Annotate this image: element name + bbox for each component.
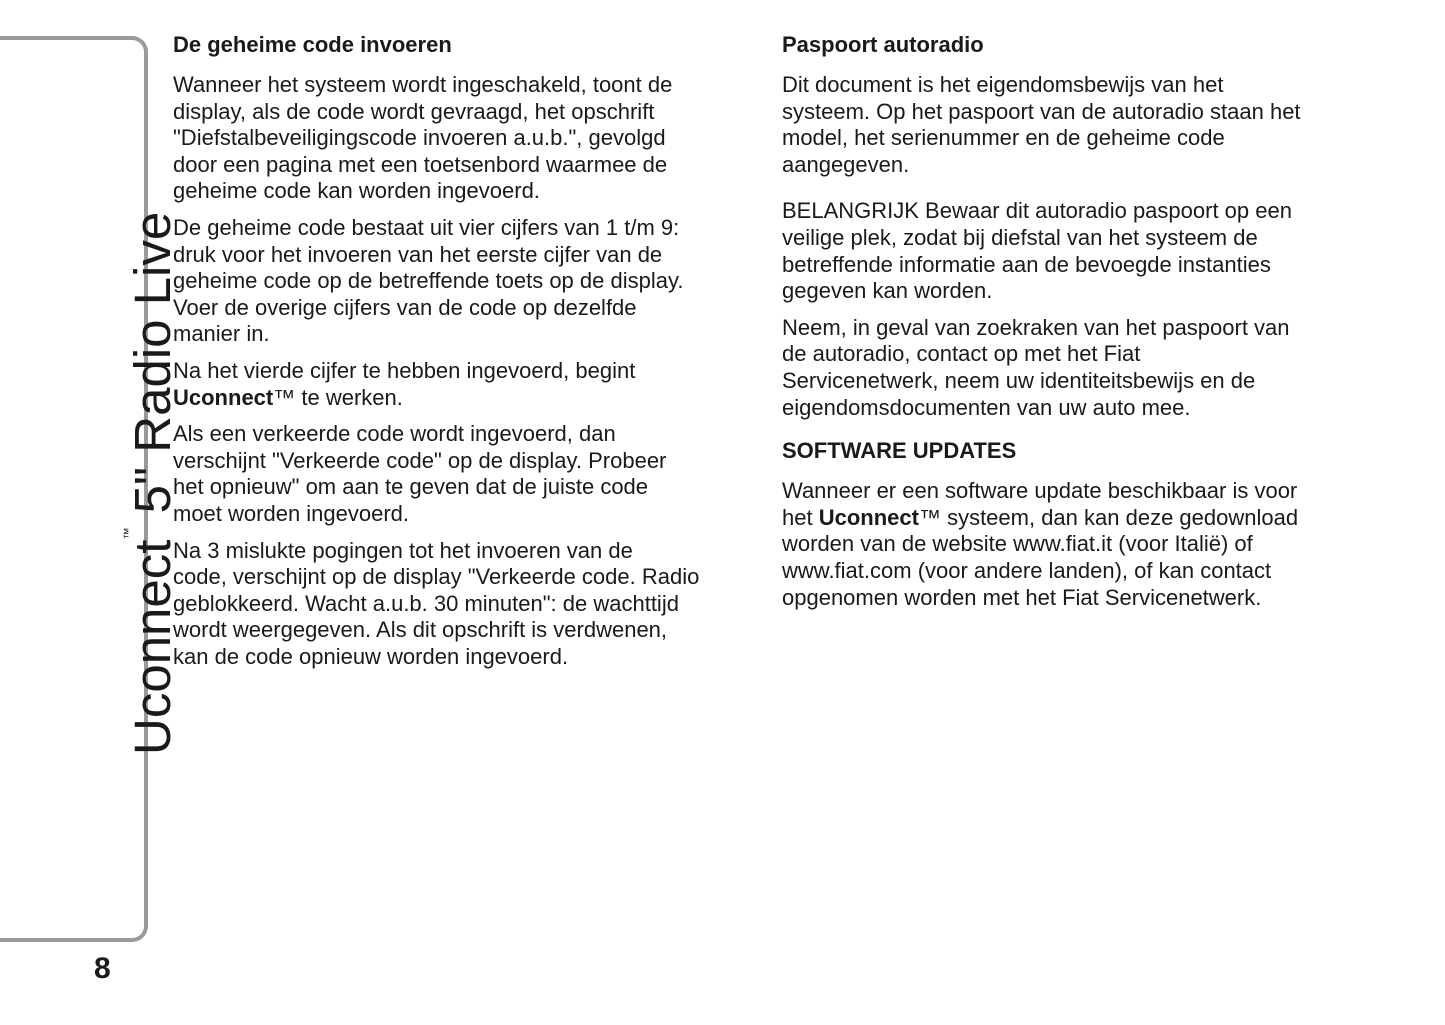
- paragraph: [173, 358, 773, 411]
- software-updates-body: [782, 478, 1382, 611]
- text-line: display, als de code wordt gevraagd, het opschrift: [173, 98, 655, 124]
- text-line: wordt weergegeven. Als dit opschrift is verdwenen,: [173, 617, 668, 643]
- text-line: Na 3 mislukte pogingen tot het invoeren van de: [173, 537, 633, 563]
- text-line: geheime code op de betreffende toets op de display.: [173, 268, 684, 294]
- text-line: moet worden ingevoerd.: [173, 500, 410, 526]
- text-segment: het: [782, 504, 819, 530]
- software-updates-heading: SOFTWARE UPDATES: [782, 438, 1017, 464]
- text-line: de autoradio, contact op met het Fiat: [782, 341, 1141, 367]
- text-line: Neem, in geval van zoekraken van het paspoort van: [782, 314, 1290, 340]
- text-line: kan de code opnieuw worden ingevoerd.: [173, 643, 569, 669]
- text-line: www.fiat.com (voor andere landen), of kan contact: [782, 557, 1272, 583]
- text-line: Dit document is het eigendomsbewijs van het: [782, 72, 1224, 97]
- paragraph: [173, 72, 773, 205]
- text-line: verschijnt "Verkeerde code" op de display. Probeer: [173, 447, 667, 473]
- trademark: ™: [121, 527, 135, 540]
- text-line: Servicenetwerk, neem uw identiteitsbewijs en de: [782, 367, 1256, 393]
- section-heading: De geheime code invoeren: [173, 32, 452, 57]
- text-segment: ™ systeem, dan kan deze gedownload: [918, 504, 1299, 530]
- text-line: door een pagina met een toetsenbord waarmee de: [173, 151, 668, 177]
- text-line: betreffende informatie aan de bevoegde instanties: [782, 251, 1271, 277]
- paragraph: [782, 478, 1382, 611]
- text-line: systeem. Op het paspoort van de autoradio staan het: [782, 98, 1301, 124]
- text-line: BELANGRIJK Bewaar dit autoradio paspoort op een: [782, 198, 1292, 224]
- paragraph: [173, 215, 773, 348]
- text-line: Voer de overige cijfers van de code op dezelfde: [173, 294, 637, 320]
- text-line: aangegeven.: [782, 151, 910, 177]
- text-line: eigendomsdocumenten van uw auto mee.: [782, 394, 1191, 420]
- text-segment: ™ te werken.: [273, 384, 403, 410]
- right-column: [782, 31, 1382, 621]
- text-line: Na het vierde cijfer te hebben ingevoerd, begint: [173, 357, 636, 383]
- text-line: manier in.: [173, 321, 270, 347]
- chapter-title: [121, 211, 181, 755]
- section-heading: Paspoort autoradio: [782, 32, 984, 57]
- right-body: [782, 72, 1382, 421]
- text-line: druk voor het invoeren van het eerste cijfer van de: [173, 241, 663, 267]
- text-line: veilige plek, zodat bij diefstal van het systeem de: [782, 224, 1258, 250]
- text-line: Wanneer er een software update beschikbaar is voor: [782, 478, 1298, 504]
- bold-brand-text: Uconnect: [818, 504, 919, 530]
- paragraph: [782, 315, 1382, 421]
- left-body: [173, 72, 773, 670]
- text-line: De geheime code bestaat uit vier cijfers van 1 t/m 9:: [173, 214, 680, 240]
- text-line: opgenomen worden met het Fiat Servicenetwerk.: [782, 584, 1262, 610]
- paragraph: [173, 538, 773, 671]
- paragraph: [173, 421, 773, 527]
- paragraph: [782, 72, 1382, 178]
- text-line: het opnieuw" om aan te geven dat de juiste code: [173, 474, 649, 500]
- text-line: "Diefstalbeveiligingscode invoeren a.u.b.", gevolgd: [173, 125, 666, 151]
- text-line: geblokkeerd. Wacht a.u.b. 30 minuten": de wachttijd: [173, 590, 679, 616]
- page-number: 8: [94, 952, 111, 985]
- left-column: [173, 31, 773, 680]
- text-line: Als een verkeerde code wordt ingevoerd, dan: [173, 421, 616, 447]
- text-line: [173, 385, 773, 412]
- text-line: Wanneer het systeem wordt ingeschakeld, toont de: [173, 72, 673, 97]
- text-line: geheime code kan worden ingevoerd.: [173, 178, 540, 204]
- text-line: worden van de website www.fiat.it (voor Italië) of: [782, 531, 1253, 557]
- chapter-title-main: Uconnect: [124, 539, 181, 755]
- text-line: model, het serienummer en de geheime code: [782, 125, 1225, 151]
- bold-brand-text: Uconnect: [173, 384, 274, 410]
- chapter-title-rest: 5" Radio Live: [124, 211, 181, 528]
- paragraph: [782, 198, 1382, 304]
- text-line: gegeven kan worden.: [782, 278, 993, 304]
- text-line: [782, 505, 1382, 532]
- text-line: code, verschijnt op de display "Verkeerde code. Radio: [173, 564, 700, 590]
